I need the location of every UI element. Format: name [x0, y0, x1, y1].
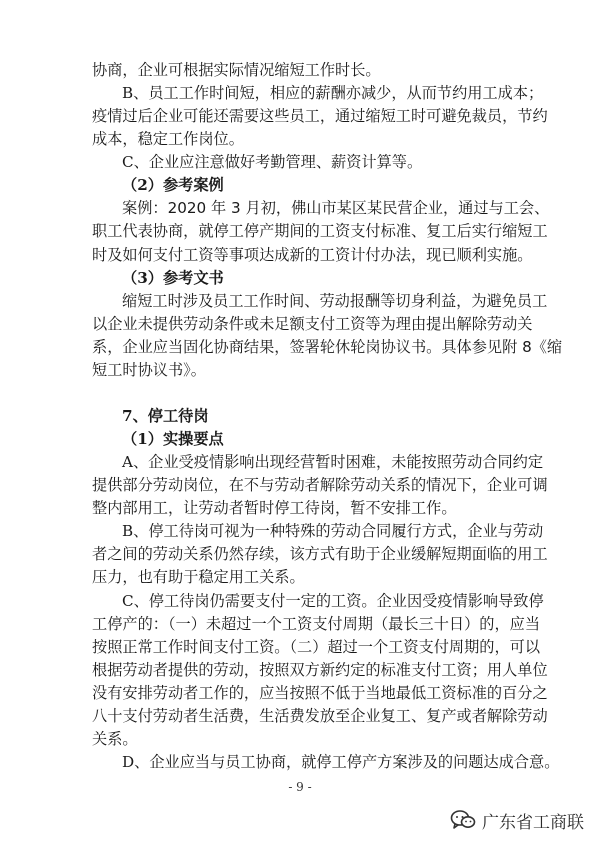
- body-line: D、企业应当与员工协商，就停工停产方案涉及的问题达成合意。: [122, 753, 560, 771]
- body-line: 案例：2020 年 3 月初，佛山市某区某民营企业，通过与工会、: [122, 199, 550, 217]
- body-line: 缩短工时涉及员工工作时间、劳动报酬等切身利益，为避免员工: [122, 292, 548, 310]
- body-line: 短工时协议书》。: [92, 361, 206, 379]
- body-line: 者之间的劳动关系仍然存续，该方式有助于企业缓解短期面临的用工: [92, 545, 548, 563]
- body-line: 整内部用工，让劳动者暂时停工待岗，暂不安排工作。: [92, 499, 457, 517]
- body-line: 没有安排劳动者工作的，应当按照不低于当地最低工资标准的百分之: [92, 684, 548, 702]
- page-number: - 9 -: [288, 780, 312, 794]
- body-line: 根据劳动者提供的劳动，按照双方新约定的标准支付工资；用人单位: [92, 661, 548, 679]
- wechat-icon: [450, 809, 476, 831]
- section-heading: （3）参考文书: [122, 269, 224, 287]
- body-line: B、员工工作时间短，相应的薪酬亦减少，从而节约用工成本；: [122, 84, 544, 102]
- body-line: 时及如何支付工资等事项达成新的工资计付办法，现已顺利实施。: [92, 246, 533, 264]
- body-line: 疫情过后企业可能还需要这些员工，通过缩短工时可避免裁员，节约: [92, 107, 548, 125]
- body-line: 协商，企业可根据实际情况缩短工作时长。: [92, 61, 381, 79]
- body-line: 提供部分劳动岗位，在不与劳动者解除劳动关系的情况下，企业可调: [92, 476, 548, 494]
- watermark-text: 广东省工商联: [482, 812, 584, 833]
- body-line: 以企业未提供劳动条件或未足额支付工资等为理由提出解除劳动关: [92, 315, 533, 333]
- section-heading: （2）参考案例: [122, 176, 224, 194]
- body-line: 压力，也有助于稳定用工关系。: [92, 568, 305, 586]
- body-line: B、停工待岗可视为一种特殊的劳动合同履行方式，企业与劳动: [122, 522, 544, 540]
- body-line: 工停产的：（一）未超过一个工资支付周期（最长三十日）的，应当: [92, 615, 541, 633]
- body-line: 成本，稳定工作岗位。: [92, 130, 244, 148]
- body-line: C、停工待岗仍需要支付一定的工资。企业因受疫情影响导致停: [122, 592, 544, 610]
- body-line: 职工代表协商，就停工停产期间的工资支付标准、复工后实行缩短工: [92, 222, 548, 240]
- chapter-heading: 7、停工待岗: [122, 407, 209, 425]
- body-line: 关系。: [92, 730, 138, 748]
- body-line: 系，企业应当固化协商结果，签署轮休轮岗协议书。具体参见附 8《缩: [92, 338, 563, 356]
- watermark: [450, 806, 584, 834]
- section-heading: （1）实操要点: [122, 430, 224, 448]
- body-line: C、企业应注意做好考勤管理、薪资计算等。: [122, 153, 423, 171]
- body-line: A、企业受疫情影响出现经营暂时困难，未能按照劳动合同约定: [122, 453, 544, 471]
- body-line: 八十支付劳动者生活费，生活费发放至企业复工、复产或者解除劳动: [92, 707, 548, 725]
- body-line: 按照正常工作时间支付工资。（二）超过一个工资支付周期的，可以: [92, 638, 541, 656]
